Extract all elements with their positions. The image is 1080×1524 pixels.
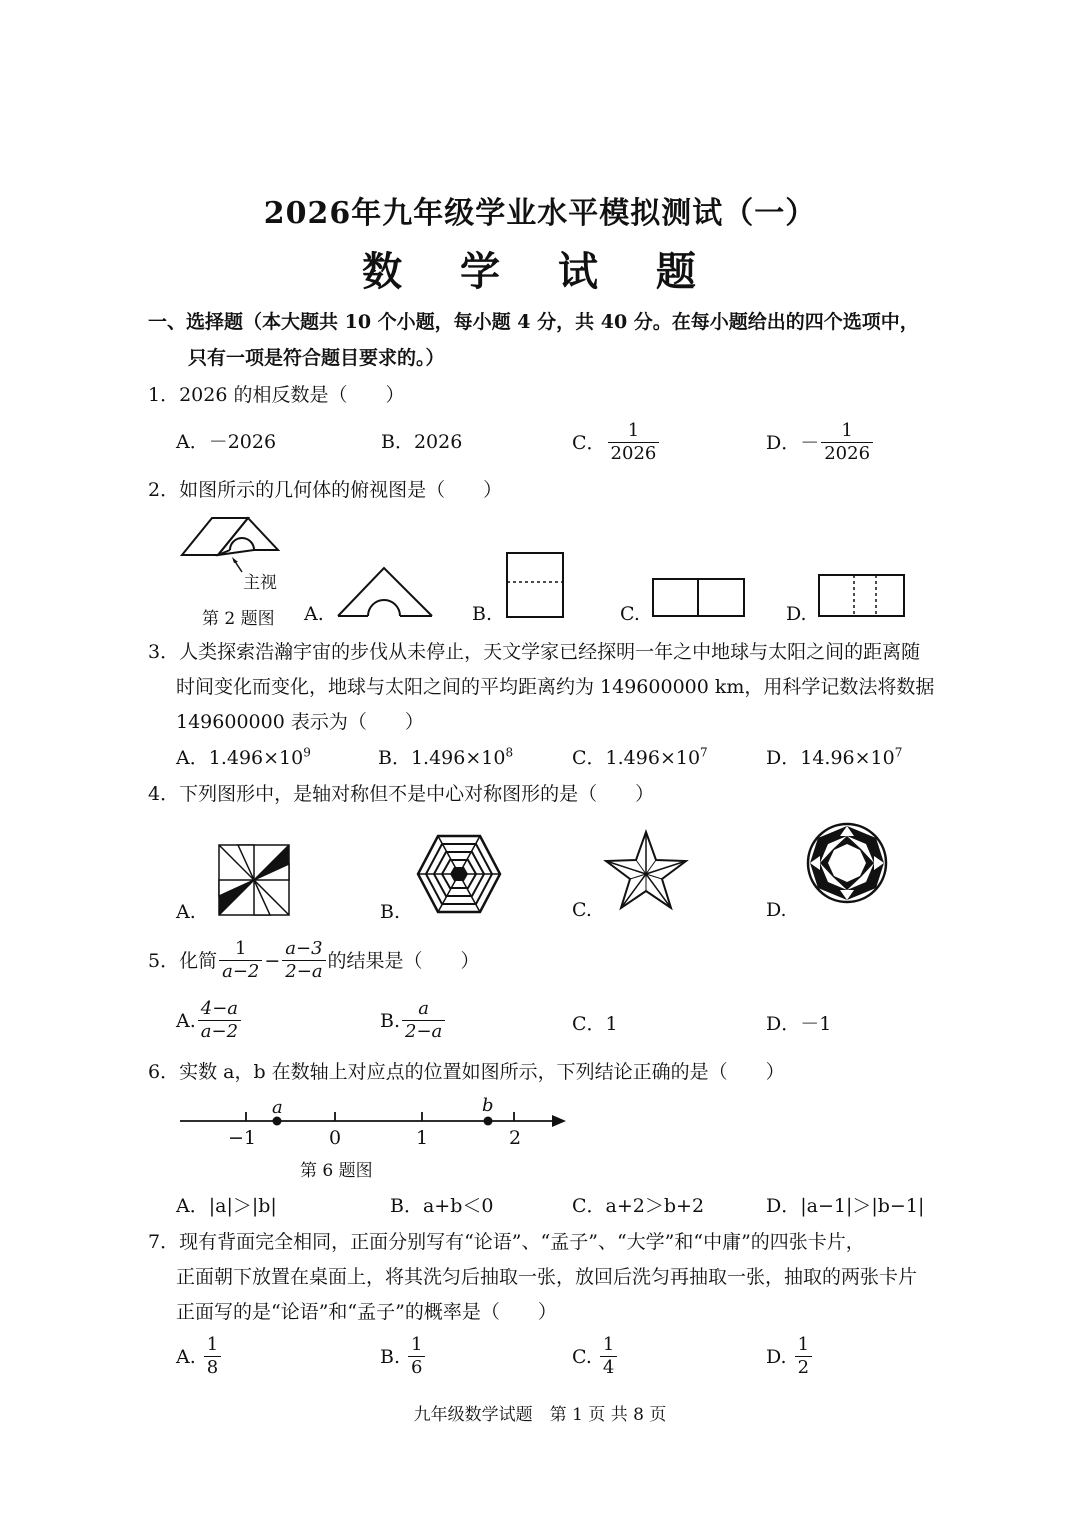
q5-f1-num: 1	[235, 938, 247, 959]
q1-option-d	[766, 420, 875, 465]
q7-option-d	[766, 1334, 814, 1379]
q7-b-num: 1	[411, 1334, 423, 1355]
subject-title: 数 学 试 题	[362, 248, 718, 295]
q2-option-a: A.	[304, 603, 324, 625]
q3-option-c	[572, 746, 708, 770]
q5-option-c: C．1	[572, 1013, 618, 1035]
q7-a-den: 8	[204, 1356, 221, 1379]
q6-tick-1: 1	[416, 1127, 429, 1149]
q6-option-a: A．|a|＞|b|	[176, 1195, 277, 1217]
q3-line3: 149600000 表示为（ ）	[176, 711, 424, 733]
q7-line2: 正面朝下放置在桌面上，将其洗匀后抽取一张，放回后洗匀再抽取一张，抽取的两张卡片	[176, 1266, 918, 1288]
q7-line3: 正面写的是“论语”和“孟子”的概率是（ ）	[176, 1301, 557, 1323]
q5-stem	[148, 938, 480, 983]
q2-option-d-figure	[818, 574, 906, 618]
q3-line1: 3．人类探索浩瀚宇宙的步伐从未停止，天文学家已经探明一年之中地球与太阳之间的距离随	[148, 641, 921, 663]
q4-option-c: C.	[572, 899, 592, 921]
q5-option-b	[380, 998, 447, 1043]
q1-c-fraction	[608, 420, 660, 465]
section-heading-line1: 一、选择题（本大题共 10 个小题，每小题 4 分，共 40 分。在每小题给出的四个选项中，	[148, 311, 919, 333]
q3-a-label: A．	[176, 747, 209, 769]
q7-line1: 7．现有背面完全相同，正面分别写有“论语”、“孟子”、“大学”和“中庸”的四张卡片，	[148, 1231, 865, 1253]
q3-d-base: 14.96×10	[800, 747, 895, 769]
q7-b-fraction	[408, 1334, 425, 1379]
q7-b-label: B.	[380, 1345, 401, 1368]
q2-stem: 2．如图所示的几何体的俯视图是（ ）	[148, 479, 503, 501]
q7-c-label: C.	[572, 1345, 592, 1368]
q3-option-b	[378, 746, 513, 770]
q1-c-num: 1	[627, 420, 640, 441]
q5-fraction-2	[282, 938, 325, 983]
q3-a-base: 1.496×10	[208, 747, 304, 769]
q5-fraction-1	[219, 938, 262, 983]
q5-a-num: 4−a	[200, 998, 239, 1019]
q7-a-fraction	[204, 1334, 221, 1379]
q4-circle-pattern-figure	[806, 822, 888, 904]
q7-d-fraction	[795, 1334, 812, 1379]
q5-f2-den: 2−a	[282, 960, 325, 983]
q4-stem: 4．下列图形中，是轴对称但不是中心对称图形的是（ ）	[148, 783, 655, 805]
q3-d-exp: 7	[894, 745, 903, 760]
q2-option-c: C.	[620, 603, 640, 625]
q3-b-exp: 8	[505, 745, 514, 760]
q3-d-label: D．	[766, 747, 801, 769]
q6-tick-neg1: −1	[228, 1127, 257, 1149]
q1-option-b: B．2026	[381, 431, 463, 453]
q5-option-d: D．－1	[766, 1013, 832, 1035]
q6-number-line	[180, 1110, 570, 1126]
q7-option-b	[380, 1334, 427, 1379]
q1-c-den: 2026	[608, 442, 660, 465]
q7-c-num: 1	[602, 1334, 615, 1355]
page-footer: 九年级数学试题 第 1 页 共 8 页	[413, 1405, 667, 1425]
q4-pinwheel-figure	[218, 844, 290, 916]
q5-minus: −	[264, 949, 281, 972]
q6-point-a-label: a	[272, 1097, 283, 1118]
q5-f2-num: a−3	[285, 938, 323, 959]
q5-a-label: A.	[176, 1009, 196, 1032]
q6-point-b-label: b	[482, 1095, 494, 1116]
q5-b-num: a	[418, 998, 430, 1019]
q6-option-c: C．a+2＞b+2	[572, 1195, 705, 1217]
section-heading-line2: 只有一项是符合题目要求的。）	[188, 347, 445, 369]
q4-option-a: A.	[176, 901, 196, 923]
q7-c-den: 4	[600, 1356, 617, 1379]
q2-option-c-figure	[652, 578, 746, 618]
q5-b-den: 2−a	[402, 1020, 445, 1043]
q7-d-label: D.	[766, 1345, 787, 1368]
q5-a-fraction	[198, 998, 241, 1043]
q5-suffix: 的结果是（ ）	[327, 949, 480, 972]
q7-a-label: A.	[176, 1345, 196, 1368]
q1-stem: 1．2026 的相反数是（ ）	[148, 384, 405, 406]
q1-option-a: A．－2026	[176, 431, 277, 453]
q3-c-label: C．	[572, 747, 606, 769]
q2-option-d: D.	[786, 603, 807, 625]
q6-tick-0: 0	[329, 1127, 342, 1149]
q7-option-c	[572, 1334, 619, 1379]
q2-option-b-figure	[506, 552, 566, 618]
q5-f1-den: a−2	[219, 960, 262, 983]
q1-d-label: D．－	[766, 431, 820, 454]
q2-front-view-label: 主视	[243, 573, 277, 593]
q3-b-base: 1.496×10	[410, 747, 506, 769]
q6-option-d: D．|a−1|＞|b−1|	[766, 1195, 925, 1217]
q3-b-label: B．	[378, 747, 411, 769]
q2-option-b: B.	[472, 603, 493, 625]
q3-option-a	[176, 746, 311, 770]
q7-d-num: 1	[797, 1334, 810, 1355]
q6-option-b: B．a+b＜0	[390, 1195, 494, 1217]
q1-c-label: C．	[572, 431, 606, 454]
q4-option-d: D.	[766, 899, 787, 921]
q7-option-a	[176, 1334, 223, 1379]
q3-option-d	[766, 746, 902, 770]
q5-b-fraction	[402, 998, 445, 1043]
q1-d-den: 2026	[821, 442, 873, 465]
q6-caption: 第 6 题图	[300, 1161, 373, 1181]
q4-hexagon-web-figure	[416, 834, 502, 914]
q3-line2: 时间变化而变化，地球与太阳之间的平均距离约为 149600000 km，用科学记数法将数据	[176, 676, 935, 698]
q7-c-fraction	[600, 1334, 617, 1379]
q2-caption: 第 2 题图	[202, 609, 275, 629]
q6-stem: 6．实数 a，b 在数轴上对应点的位置如图所示，下列结论正确的是（ ）	[148, 1061, 785, 1083]
q4-option-b: B.	[380, 901, 401, 923]
q5-option-a	[176, 998, 243, 1043]
q4-star-figure	[604, 830, 688, 910]
q1-d-fraction	[821, 420, 873, 465]
q3-c-exp: 7	[700, 745, 708, 760]
exam-title: 2026年九年级学业水平模拟测试（一）	[263, 196, 817, 231]
q3-a-exp: 9	[303, 745, 311, 760]
q7-d-den: 2	[795, 1356, 812, 1379]
q5-b-label: B.	[380, 1009, 401, 1032]
q5-a-den: a−2	[198, 1020, 241, 1043]
q5-prefix: 5．化简	[148, 949, 218, 972]
q1-d-num: 1	[841, 420, 853, 441]
q6-tick-2: 2	[509, 1127, 522, 1149]
q7-a-num: 1	[206, 1334, 219, 1355]
q7-b-den: 6	[408, 1356, 425, 1379]
q3-c-base: 1.496×10	[605, 747, 701, 769]
q1-option-c	[572, 420, 661, 465]
q2-option-a-figure	[336, 564, 436, 618]
